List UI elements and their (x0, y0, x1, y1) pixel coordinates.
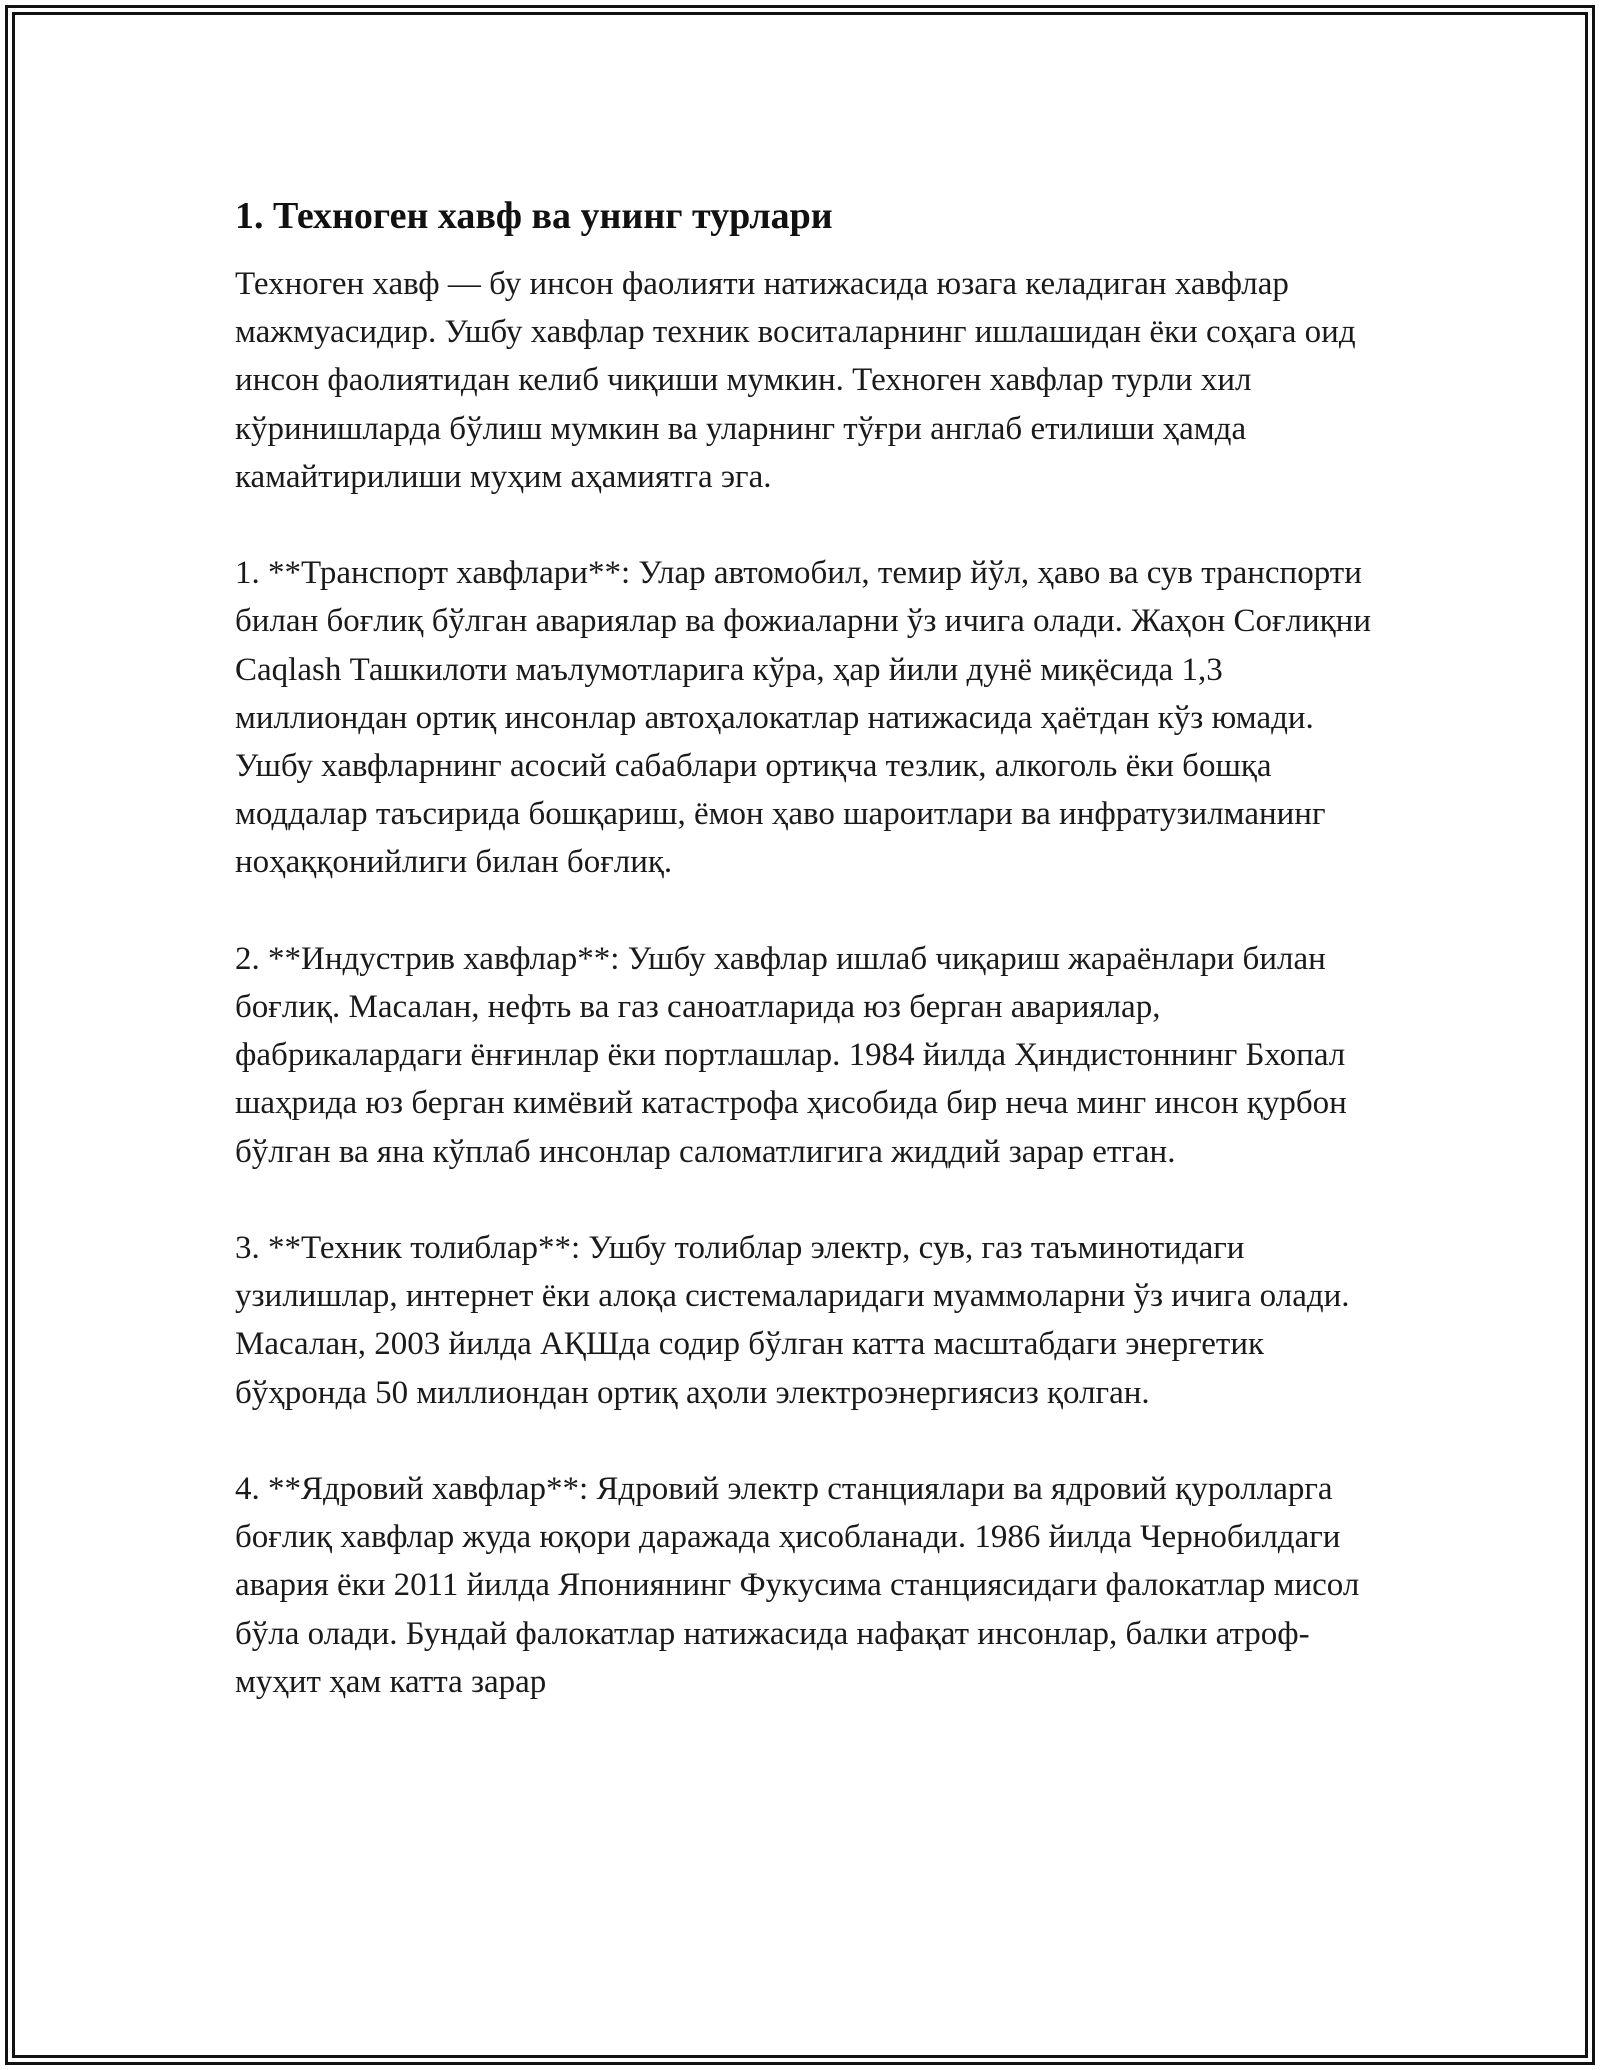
intro-paragraph: Техноген хавф — бу инсон фаолияти натижасида юзага келадиган хавфлар мажмуасидир. Ушбу хавфлар техник воситаларнинг ишлашидан ёки соҳага оид инсон фаолиятидан келиб чиқиши мумкин. Техноген хавфлар турли хил кўринишларда бўлиш мумкин ва уларнинг тўғри англаб етилиши ҳамда камайтирилиши муҳим аҳамиятга эга. (235, 266, 1356, 495)
section-heading: 1. Техноген хавф ва унинг турлари (235, 195, 833, 237)
list-item-transport: 1. **Транспорт хавфлари**: Улар автомобил, темир йўл, ҳаво ва сув транспорти билан боғлиқ бўлган авариялар ва фожиаларни ўз ичига олади. Жаҳон Соғлиқни Caqlash Ташкилоти маълумотларига кўра, ҳар йили дунё миқёсида 1,3 миллиондан ортиқ инсонлар автоҳалокатлар натижасида ҳаётдан кўз юмади. Ушбу хавфларнинг асосий сабаблари ортиқча тезлик, алкоголь ёки бошқа моддалар таъсирида бошқариш, ёмон ҳаво шароитлари ва инфратузилманинг ноҳаққонийлиги билан боғлиқ. (235, 555, 1371, 881)
document-body (235, 188, 1375, 1706)
list-item-industrial: 2. **Индустрив хавфлар**: Ушбу хавфлар ишлаб чиқариш жараёнлари билан боғлиқ. Масалан, нефть ва газ саноатларида юз берган авариялар, фабрикалардаги ёнғинлар ёки портлашлар. 1984 йилда Ҳиндистоннинг Бхопал шаҳрида юз берган кимёвий катастрофа ҳисобида бир неча минг инсон қурбон бўлган ва яна кўплаб инсонлар саломатлигига жиддий зарар етган. (235, 940, 1347, 1170)
list-item-nuclear: 4. **Ядровий хавфлар**: Ядровий электр станциялари ва ядровий қуролларга боғлиқ хавфлар жуда юқори даражада ҳисобланади. 1986 йилда Чернобилдаги авария ёки 2011 йилда Япониянинг Фукусима станциясидаги фалокатлар мисол бўла олади. Бундай фалокатлар натижасида нафақат инсонлар, балки атроф-муҳит ҳам катта зарар (235, 1471, 1360, 1700)
list-item-technical: 3. **Техник толиблар**: Ушбу толиблар электр, сув, газ таъминотидаги узилишлар, интернет ёки алоқа системаларидаги муаммоларни ўз ичига олади. Масалан, 2003 йилда АҚШда содир бўлган катта масштабдаги энергетик бўҳронда 50 миллиондан ортиқ аҳоли электроэнергиясиз қолган. (235, 1230, 1350, 1411)
